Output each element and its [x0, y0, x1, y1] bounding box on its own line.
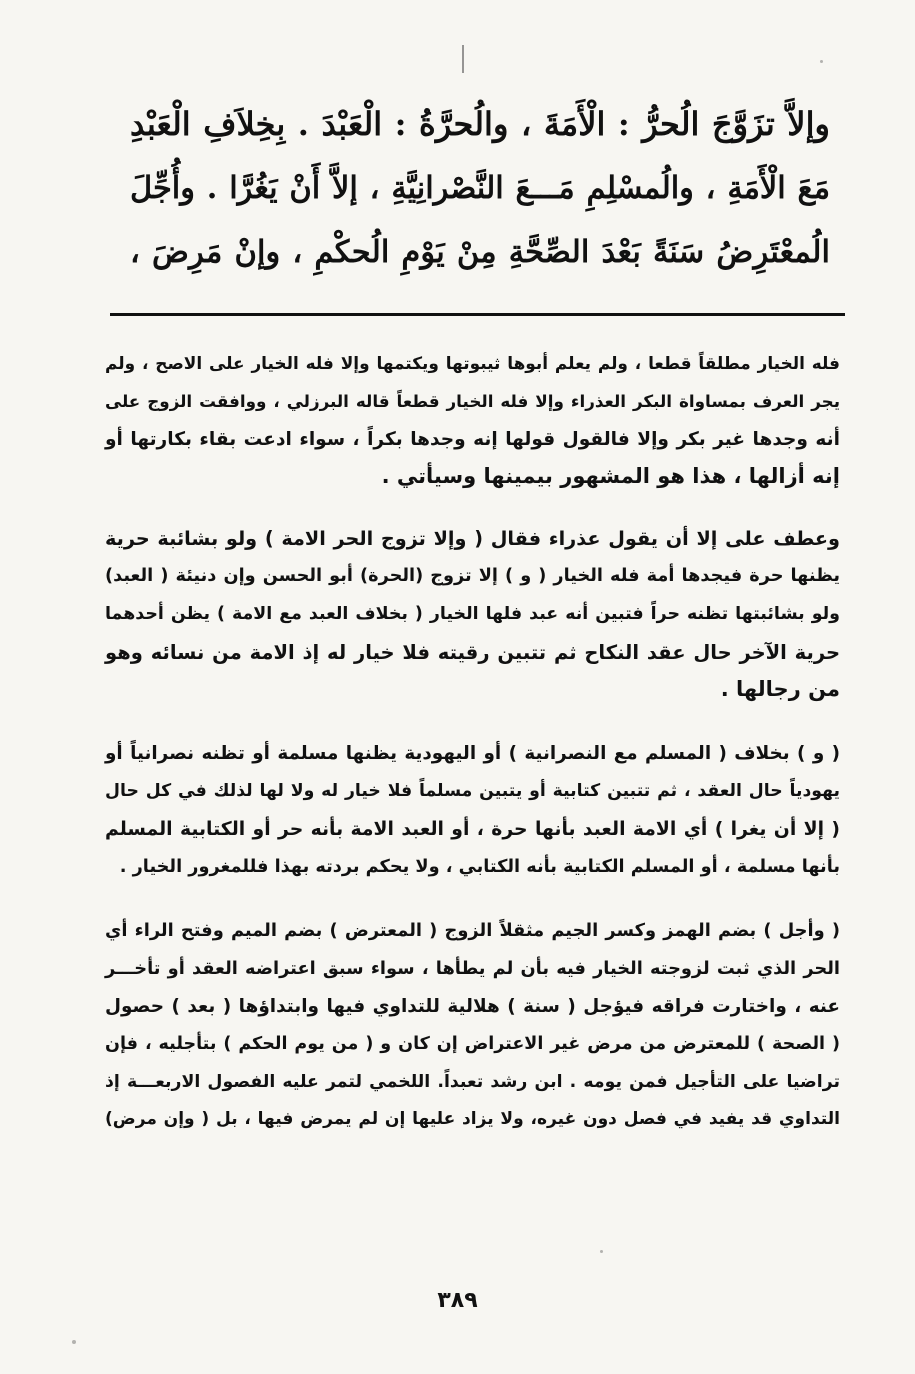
matn-text — [130, 92, 830, 284]
text-line: يظنها حرة فيجدها أمة فله الخيار ( و ) إلا تزوج (الحرة) أبو الحسن وإن دنيئة ( العبد) — [105, 565, 840, 586]
scan-mark — [462, 45, 464, 73]
text-line: إنه أزالها ، هذا هو المشهور بيمينها وسيأتي . — [381, 464, 840, 489]
text-line: ( وأجل ) بضم الهمز وكسر الجيم مثقلاً الزوج ( المعترض ) بضم الميم وفتح الراء أي — [105, 920, 840, 942]
text-line: الحر الذي ثبت لزوجته الخيار فيه بأن لم يطأها ، سواء سبق اعتراضه العقد أو تأخـــر — [105, 958, 840, 980]
text-line: من رجالها . — [720, 677, 840, 702]
text-line: فله الخيار مطلقاً قطعا ، ولم يعلم أبوها ثيبوتها ويكتمها وإلا فله الخيار على الاصح ، ولم — [105, 353, 840, 373]
text-line: التداوي قد يفيد في فصل دون غيره، ولا يزاد عليها إن لم يمرض فيها ، بل ( وإن مرض) — [105, 1109, 840, 1130]
text-line: حرية الآخر حال عقد النكاح ثم تتبين رقيته فلا خيار له إذ الامة من نسائه وهو — [105, 640, 840, 664]
text-line: تراضيا على التأجيل فمن يومه . ابن رشد تعبداً. اللخمي لتمر عليه الفصول الاربعـــة إذ — [105, 1071, 840, 1092]
page-number: ٣٨٩ — [437, 1288, 478, 1313]
text-line: يجر العرف بمساواة البكر العذراء وإلا فله الخيار قطعاً قاله البرزلي ، ووافقت الزوج على — [105, 390, 840, 411]
scan-speck — [72, 1340, 76, 1344]
commentary-paragraph — [105, 520, 840, 709]
scan-speck — [820, 60, 823, 63]
text-line: يهودياً حال العقد ، ثم تتبين كتابية أو يتبين مسلماً فلا خيار له ولا لها لذلك في كل حال — [105, 780, 840, 801]
separator-rule — [110, 313, 845, 316]
text-line: أنه وجدها غير بكر وإلا فالقول قولها إنه وجدها بكراً ، سواء ادعت بقاء بكارتها أو — [105, 428, 840, 450]
matn-line: مَعَ الْأَمَةِ ، والُمسْلِمِ مَـــعَ النَّصْرانِيَّةِ ، إلاَّ أَنْ يَغُرَّا . وأُجِّلَ — [130, 170, 830, 206]
text-line: ( و ) بخلاف ( المسلم مع النصرانية ) أو اليهودية يظنها مسلمة أو تظنه نصرانياً أو — [105, 743, 840, 765]
text-line: عنه ، واختارت فراقه فيؤجل ( سنة ) هلالية للتداوي فيها وابتداؤها ( بعد ) حصول — [105, 995, 840, 1017]
text-line: ولو بشائبتها تظنه حراً فتبين أنه عبد فلها الخيار ( بخلاف العبد مع الامة ) يظن أحدهما — [105, 603, 840, 624]
text-line: وعطف على إلا أن يقول عذراء فقال ( وإلا تزوج الحر الامة ) ولو بشائبة حرية — [105, 527, 840, 551]
text-line: ( الصحة ) للمعترض من مرض غير الاعتراض إن كان و ( من يوم الحكم ) بتأجليه ، فإن — [105, 1033, 840, 1054]
scan-speck — [600, 1250, 603, 1253]
commentary-paragraph — [105, 912, 840, 1139]
text-line: ( إلا أن يغرا ) أي الامة العبد بأنها حرة ، أو العبد الامة بأنه حر أو الكتابية المسلم — [105, 818, 840, 840]
commentary-paragraph — [105, 735, 840, 886]
sharh-commentary — [105, 345, 840, 1165]
commentary-paragraph — [105, 345, 840, 496]
text-line: بأنها مسلمة ، أو المسلم الكتابية بأنه الكتابي ، ولا يحكم بردته بهذا فللمغرور الخيار . — [119, 856, 840, 877]
matn-line: وإلاَّ تزَوَّجَ الُحرُّ : الْأَمَةَ ، والُحرَّةُ : الْعَبْدَ . بِخِلاَفِ الْعَبْدِ — [130, 105, 830, 143]
matn-line: الُمعْتَرِضُ سَنَةً بَعْدَ الصِّحَّةِ مِنْ يَوْمِ الُحكْمِ ، وإنْ مَرِضَ ، — [130, 234, 830, 270]
